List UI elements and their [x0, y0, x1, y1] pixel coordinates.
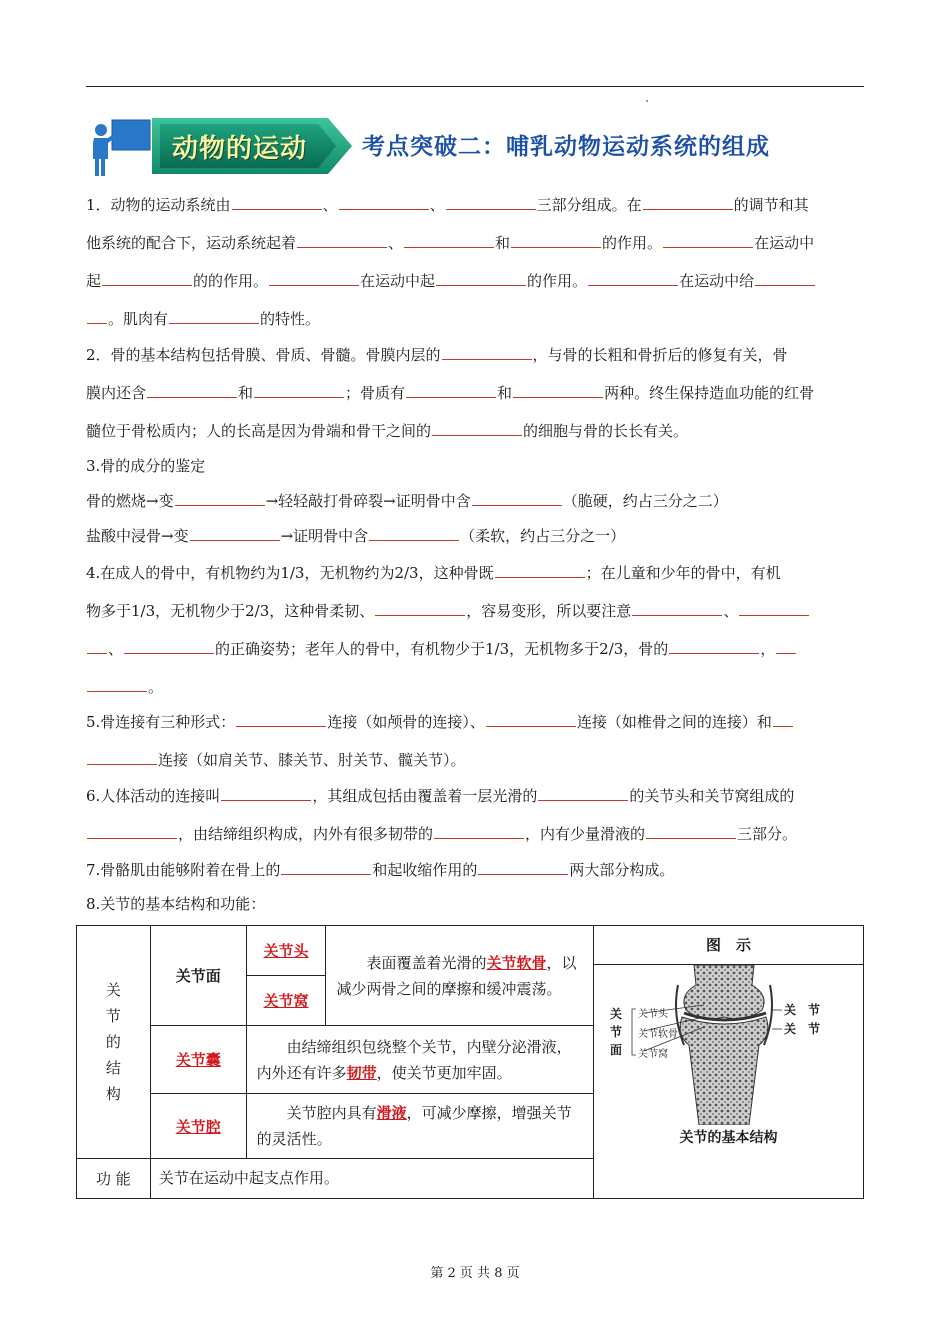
page-footer: 第 2 页 共 8 页 — [430, 1266, 520, 1281]
capsule-cell: 关节囊 — [150, 1026, 246, 1094]
structure-label: 关 节 的 结 构 — [77, 926, 151, 1159]
fig-left-label: 关 节 面 — [609, 1007, 622, 1057]
teacher-icon — [88, 118, 152, 178]
capsule-desc: 由结缔组织包绕整个关节，内壁分泌滑液，内外还有许多韧带，使关节更加牢固。 — [246, 1026, 593, 1094]
q4-line2: 物多于1/3，无机物少于2/3，这种骨柔韧、 ，容易变形，所以要注意 、 — [86, 599, 810, 621]
joint-illustration — [594, 965, 862, 1125]
q5-line2: 连接（如肩关节、膝关节、肘关节、髋关节）。 — [86, 748, 466, 770]
q5-line1: 5.骨连接有三种形式： 连接（如颅骨的连接）、 连接（如椎骨之间的连接）和 — [86, 710, 794, 732]
section-badge: 动物的运动 — [172, 134, 308, 164]
q2-line1: 2．骨的基本结构包括骨膜、骨质、骨髓。骨膜内层的 ，与骨的长粗和骨折后的修复有关，骨 — [86, 343, 788, 365]
q4-line4: 。 — [86, 675, 163, 697]
section-title: 考点突破二：哺乳动物运动系统的组成 — [362, 134, 770, 160]
q3-line1: 骨的燃烧→变 →轻轻敲打骨碎裂→证明骨中含 （脆硬，约占三分之二） — [86, 489, 728, 511]
surface-cell: 关节面 — [150, 926, 246, 1026]
figure-caption: 关节的基本结构 — [679, 1130, 778, 1146]
q2-line3: 髓位于骨松质内；人的长高是因为骨端和骨干之间的 的细胞与骨的长长有关。 — [86, 419, 688, 441]
head-cell: 关节头 — [246, 926, 326, 976]
speck — [646, 100, 648, 102]
q7-line: 7.骨骼肌由能够附着在骨上的 和起收缩作用的 两大部分构成。 — [86, 858, 674, 880]
function-desc: 关节在运动中起支点作用。 — [150, 1159, 593, 1199]
joint-diagram — [594, 965, 863, 1125]
q4-line3: 、 的正确姿势；老年人的骨中，有机物少于1/3，无机物多于2/3，骨的 ， — [86, 637, 797, 659]
q4-line1: 4.在成人的骨中，有机物约为1/3，无机物约为2/3，这种骨既 ；在儿童和少年的骨中，有机 — [86, 561, 781, 583]
fig-right-labels: 关 节 关 节 — [783, 1003, 820, 1036]
fig-part-labels: 关节头 关节软骨 关节窝 — [637, 1009, 678, 1060]
cavity-cell: 关节腔 — [150, 1094, 246, 1159]
q1-line1: 1．动物的运动系统由 、 、 三部分组成。在 的调节和其 — [86, 193, 809, 215]
q2-line2: 膜内还含 和 ；骨质有 和 两种。终生保持造血功能的红骨 — [86, 381, 814, 403]
q3-title: 3.骨的成分的鉴定 — [86, 457, 206, 475]
q3-line2: 盐酸中浸骨→变 →证明骨中含 （柔软，约占三分之一） — [86, 524, 625, 546]
socket-cell: 关节窝 — [246, 976, 326, 1026]
q6-line2: ，由结缔组织构成，内外有很多韧带的 ，内有少量滑液的 三部分。 — [86, 822, 797, 844]
figure-cell — [593, 926, 863, 1199]
top-rule — [86, 86, 864, 87]
cavity-desc: 关节腔内具有滑液，可减少摩擦，增强关节的灵活性。 — [246, 1094, 593, 1159]
joint-table — [76, 925, 864, 1199]
q1-line4: 。肌肉有 的特性。 — [86, 307, 320, 329]
q1-line2: 他系统的配合下，运动系统起着 、 和 的作用。 在运动中 — [86, 231, 814, 253]
q8-title: 8.关节的基本结构和功能： — [86, 895, 266, 913]
figure-header: 图 示 — [594, 926, 863, 965]
q6-line1: 6.人体活动的连接叫 ，其组成包括由覆盖着一层光滑的 的关节头和关节窝组成的 — [86, 784, 794, 806]
function-label: 功 能 — [77, 1159, 151, 1199]
surface-desc: 表面覆盖着光滑的关节软骨，以减少两骨之间的摩擦和缓冲震荡。 — [326, 926, 594, 1026]
q1-line3: 起 的的作用。 在运动中起 的作用。 在运动中给 — [86, 269, 816, 291]
